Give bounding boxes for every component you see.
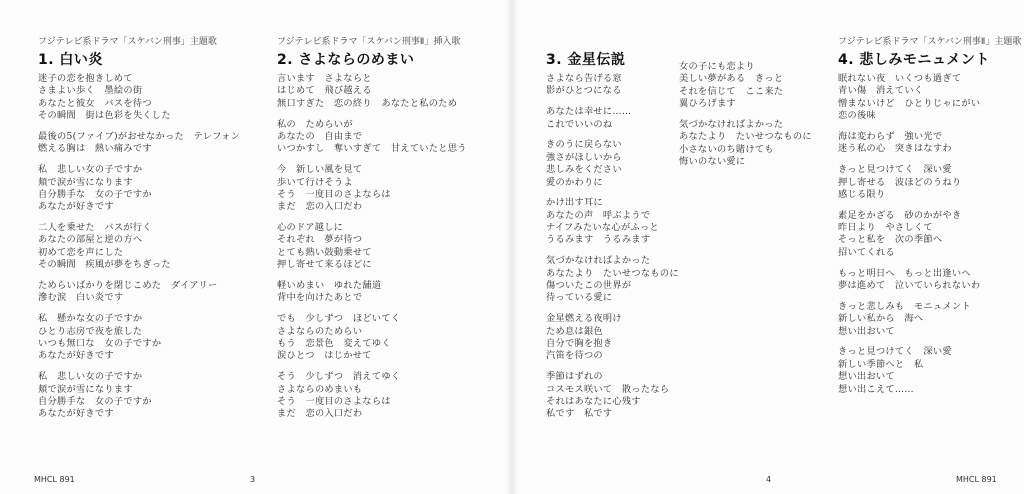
lyric-line: その瞬間 疾風が夢をちぎった	[38, 259, 171, 271]
lyric-stanza	[546, 106, 679, 131]
lyric-line: 感じる限り	[838, 188, 886, 200]
lyric-line: 季節はずれの	[546, 371, 603, 383]
lyric-line: 無口すぎた 恋の終り あなたと私のため	[277, 97, 458, 109]
lyric-line: 自分勝手な 女の子ですか	[38, 188, 152, 200]
lyric-line: 憎まないけど ひとりじゃにがい	[838, 97, 981, 109]
lyric-line: さよならのめまいも	[277, 383, 363, 395]
song-note: フジテレビ系ドラマ「スケバン刑事Ⅱ」挿入歌	[277, 37, 461, 47]
lyric-line: さよなら告げる窓	[546, 73, 622, 84]
lyric-stanza	[38, 131, 240, 156]
lyric-line: 燃える胸は 熱い痛みです	[38, 143, 152, 155]
page-number-right: 4	[766, 475, 772, 484]
lyric-line: 夢は進めて 泣いていられないわ	[838, 280, 981, 292]
lyric-stanza	[838, 210, 1021, 260]
lyric-line: 滲む涙 白い炎です	[38, 292, 124, 304]
book-gutter	[506, 0, 518, 494]
lyric-line: 頬で涙が雪になります	[38, 383, 133, 395]
lyric-line: あなたより たいせつなものに	[546, 267, 679, 279]
lyric-line: 私 悲しい女の子ですか	[38, 371, 143, 383]
lyric-line: きっと見つけてく 深い愛	[838, 346, 952, 358]
lyric-line: 招いてくれる	[838, 246, 895, 258]
lyric-stanza	[838, 164, 1021, 201]
lyric-line: 涙ひとつ はじかせて	[277, 350, 372, 362]
lyric-stanza	[838, 73, 1021, 123]
lyric-line: その瞬間 街は色彩を失くした	[38, 110, 171, 122]
lyric-stanza	[679, 61, 812, 111]
catalog-number-left: MHCL 891	[34, 475, 75, 484]
lyric-line: 想い出おいて	[838, 325, 895, 337]
lyric-line: それはあなたに心残す	[546, 395, 641, 407]
lyric-line: うるみます うるみます	[546, 234, 651, 246]
lyric-line: そっと私を 次の季節へ	[838, 234, 943, 246]
lyric-line: とても熱い鼓動乗せて	[277, 246, 372, 258]
lyric-line: はじめて 飛び越える	[277, 85, 372, 97]
lyric-line: 新しい季節へと 私	[838, 358, 924, 370]
lyric-stanza	[277, 119, 467, 156]
song-title: 1. 白い炎	[38, 52, 103, 68]
lyric-line: そう 一度目のさよならは	[277, 395, 391, 407]
lyrics	[679, 61, 812, 169]
lyric-line: いつも無口な 女の子ですか	[38, 337, 162, 349]
lyric-line: 悔いのない愛に	[679, 156, 746, 168]
lyric-line: 昨日より やさしくて	[838, 222, 933, 234]
lyric-stanza	[546, 255, 679, 305]
lyric-line: 今 新しい風を見て	[277, 164, 363, 176]
lyrics	[546, 73, 679, 421]
lyric-stanza	[838, 268, 1021, 293]
song-3-continued	[679, 58, 812, 169]
lyric-line: 心のドア越しに	[277, 222, 344, 234]
lyric-line: それを信じて ここ来た	[679, 85, 784, 97]
lyric-line: 押し寄せる 波ほどのうねり	[838, 176, 962, 188]
song-note: フジテレビ系ドラマ「スケバン刑事Ⅱ」主題歌	[838, 37, 1022, 47]
lyric-line: 最後の5(ファイブ)がおせなかった テレフォン	[38, 130, 241, 142]
lyric-line: 美しい夢がある きっと	[679, 73, 784, 85]
lyric-stanza	[546, 371, 679, 421]
lyric-line: 待っている愛に	[546, 292, 613, 304]
lyric-line: あなたが好きです	[38, 408, 114, 420]
lyric-line: あなたの 自由まで	[277, 130, 363, 142]
lyric-line: そう 一度目のさよならは	[277, 188, 391, 200]
lyric-line: 傷ついたこの世界が	[546, 280, 632, 292]
lyric-line: 迷う私の心 突きはなすわ	[838, 143, 952, 155]
lyric-line: かけ出す耳に	[546, 197, 603, 209]
lyric-line: 私 懸かな女の子ですか	[38, 313, 143, 325]
lyric-line: 軽いめまい ゆれた舗道	[277, 280, 382, 292]
page-number-left: 3	[250, 475, 256, 484]
lyric-line: さよならのためらい	[277, 325, 363, 337]
lyric-line: 私です 私です	[546, 408, 613, 420]
lyric-line: 初めて恋を声にした	[38, 246, 124, 258]
lyric-line: 頬で涙が雪になります	[38, 176, 133, 188]
song-3	[546, 36, 679, 421]
lyric-line: ナイフみたいな心がふっと	[546, 222, 659, 234]
lyric-line: きのうに戻らない	[546, 139, 622, 151]
lyric-line: あなたは幸せに……	[546, 106, 632, 118]
lyric-line: 自分勝手な 女の子ですか	[38, 395, 152, 407]
song-title: 3. 金星伝説	[546, 52, 626, 68]
lyric-stanza	[546, 197, 679, 247]
lyric-stanza	[38, 222, 240, 272]
lyric-line: 悲しみをください	[546, 164, 622, 176]
lyric-stanza	[277, 280, 467, 305]
lyric-line: さまよい歩く 墨絵の街	[38, 85, 143, 97]
lyric-line: 翼ひろげます	[679, 98, 736, 110]
lyric-line: 愛のかわりに	[546, 176, 603, 188]
lyric-stanza	[38, 73, 240, 123]
lyric-stanza	[838, 346, 1021, 396]
lyric-line: 素足をかざる 砂のかがやき	[838, 209, 962, 221]
lyric-stanza	[277, 371, 467, 421]
song-4	[838, 36, 1021, 396]
song-1	[38, 36, 240, 421]
lyric-line: あなたが好きです	[38, 201, 114, 213]
lyric-line: 押し寄せて来るほどに	[277, 259, 372, 271]
lyric-line: 影がひとつになる	[546, 85, 622, 97]
lyric-line: 二人を乗せた バスが行く	[38, 222, 152, 234]
lyric-line: 新しい私から 海へ	[838, 313, 924, 325]
lyric-stanza	[838, 131, 1021, 156]
lyric-line: もう 恋景色 変えてゆく	[277, 337, 391, 349]
lyric-stanza	[546, 313, 679, 363]
lyric-line: ひとり志房で夜を旅した	[38, 325, 143, 337]
lyric-line: 想い出こえて……	[838, 383, 914, 395]
lyric-line: ためらいばかりを閉じこめた ダイアリー	[38, 280, 218, 292]
lyric-line: ため息は銀色	[546, 325, 603, 337]
catalog-number-right: MHCL 891	[956, 475, 997, 484]
lyric-stanza	[38, 313, 240, 363]
lyric-line: 私の ためらいが	[277, 118, 353, 130]
lyric-line: コスモス咲いて 散ったなら	[546, 383, 670, 395]
lyrics	[277, 73, 467, 421]
lyric-line: あなたと彼女 バスを待つ	[38, 97, 152, 109]
song-note: フジテレビ系ドラマ「スケバン刑事」主題歌	[38, 37, 217, 47]
lyric-line: 私 悲しい女の子ですか	[38, 164, 143, 176]
lyric-stanza	[38, 164, 240, 214]
lyric-line: 汽笛を待つの	[546, 350, 603, 362]
lyric-stanza	[277, 164, 467, 214]
lyric-line: きっと悲しみも モニュメント	[838, 300, 971, 312]
lyric-line: 気づかなければよかった	[679, 118, 784, 130]
lyric-stanza	[838, 301, 1021, 338]
lyric-line: あなたの声 呼ぶようで	[546, 209, 651, 221]
lyric-line: それぞれ 夢が待つ	[277, 234, 363, 246]
lyric-line: 金星燃える夜明け	[546, 313, 622, 325]
lyric-line: 海は変わらず 強い光で	[838, 130, 943, 142]
lyric-stanza	[546, 73, 679, 98]
lyrics	[38, 73, 240, 421]
lyric-line: いつかすし 奪いすぎて 甘えていたと思う	[277, 143, 467, 155]
lyric-stanza	[277, 222, 467, 272]
lyric-line: 女の子にも恋より	[679, 61, 755, 72]
lyric-line: そう 少しずつ 消えてゆく	[277, 371, 401, 383]
lyric-line: あなたより たいせつなものに	[679, 131, 812, 143]
lyric-line: 自分で胸を抱き	[546, 337, 613, 349]
song-title: 2. さよならのめまい	[277, 52, 415, 68]
lyric-line: もっと明日へ もっと出逢いへ	[838, 267, 971, 279]
lyric-line: 小さないのち賭けても	[679, 143, 774, 155]
lyric-line: 背中を向けたあとで	[277, 292, 363, 304]
song-2	[277, 36, 467, 421]
lyric-stanza	[38, 371, 240, 421]
lyric-line: 眠れない夜 いくつも過ぎて	[838, 73, 962, 84]
lyric-line: あなたの部屋と逆の方へ	[38, 234, 143, 246]
lyric-line: 強さがほしいから	[546, 151, 622, 163]
song-title: 4. 悲しみモニュメント	[838, 52, 990, 68]
lyric-line: これでいいのね	[546, 118, 613, 130]
lyric-stanza	[546, 139, 679, 189]
lyric-stanza	[679, 119, 812, 169]
lyric-stanza	[277, 73, 467, 110]
lyric-line: 想い出おいて	[838, 371, 895, 383]
song-note	[546, 36, 679, 48]
lyric-line: 恋の後味	[838, 110, 876, 122]
lyric-line: 気づかなければよかった	[546, 255, 651, 267]
lyric-line: きっと見つけてく 深い愛	[838, 164, 952, 176]
lyric-line: 歩いて行けそうよ	[277, 176, 353, 188]
lyric-line: 迷子の恋を抱きしめて	[38, 73, 133, 84]
lyrics	[838, 73, 1021, 396]
lyric-line: 言います さよならと	[277, 73, 372, 84]
lyric-line: まだ 恋の入口だわ	[277, 201, 363, 213]
lyric-line: でも 少しずつ ほどいてく	[277, 313, 401, 325]
lyric-line: 青い傷 消えていく	[838, 85, 924, 97]
lyric-line: まだ 恋の入口だわ	[277, 408, 363, 420]
lyric-stanza	[277, 313, 467, 363]
lyric-line: あなたが好きです	[38, 350, 114, 362]
lyric-stanza	[38, 280, 240, 305]
